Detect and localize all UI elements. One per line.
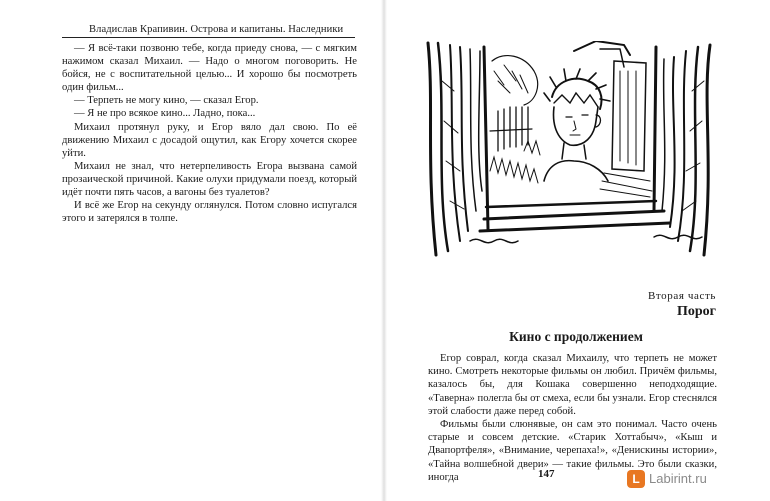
page-number: 147 — [538, 468, 555, 480]
header-rule — [62, 37, 355, 38]
chapter-paragraph: Егор соврал, когда сказал Михаилу, что терпеть не может кино. Смотреть некоторые фильмы он любил. Причём фильмы, казалось бы, для Кошака совершенно неподходящие. «Таверна» полегла бы от смеха, если бы узнали. Егор стеснялся этой слабости даже перед собой. — [428, 353, 717, 417]
left-text-block — [62, 42, 357, 225]
left-paragraph: И всё же Егор на секунду оглянулся. Потом словно испугался этого и затерялся в толпе. — [62, 200, 357, 225]
left-paragraph: — Я не про всякое кино... Ладно, пока... — [74, 108, 256, 120]
running-head: Владислав Крапивин. Острова и капитаны. Наследники — [89, 24, 344, 35]
chapter-paragraph: Фильмы были слюнявые, он сам это понимал. Часто очень старые и совсем детские. «Старик Хоттабыч», «Кыш и Двапортфеля», «Внимание, черепаха!», «Денискины истории», «Тайна волшебной двери» — такие фильмы. Это были сказки, иногда — [428, 419, 717, 483]
window-boy-illustration — [424, 41, 716, 257]
left-paragraph: Михаил не знал, что нетерпеливость Егора вызвана самой прозаической причиной. Какие олухи придумали поезд, который идёт почти пять часов, а вагоны без туалетов? — [62, 160, 357, 199]
chapter-title: Кино с продолжением — [509, 329, 643, 344]
left-paragraph: Михаил протянул руку, и Егор вяло дал свою. По её движению Михаил с досадой ощутил, как Егору хочется скорее уйти. — [62, 121, 357, 159]
chapter-text-block — [428, 352, 717, 484]
left-paragraph: — Я всё-таки позвоню тебе, когда приеду снова, — с мягким нажимом сказал Михаил. — Надо о многом поговорить. Не бойся, не с воспитательной целью... И хорошо бы посмотреть один фильм... — [62, 43, 357, 94]
part-label: Вторая часть — [647, 290, 716, 302]
labirint-logo-icon: L — [627, 470, 645, 488]
left-paragraph: — Терпеть не могу кино, — сказал Егор. — [74, 95, 259, 107]
watermark-text: Labirint.ru — [649, 471, 707, 486]
part-title: Порог — [676, 304, 716, 319]
